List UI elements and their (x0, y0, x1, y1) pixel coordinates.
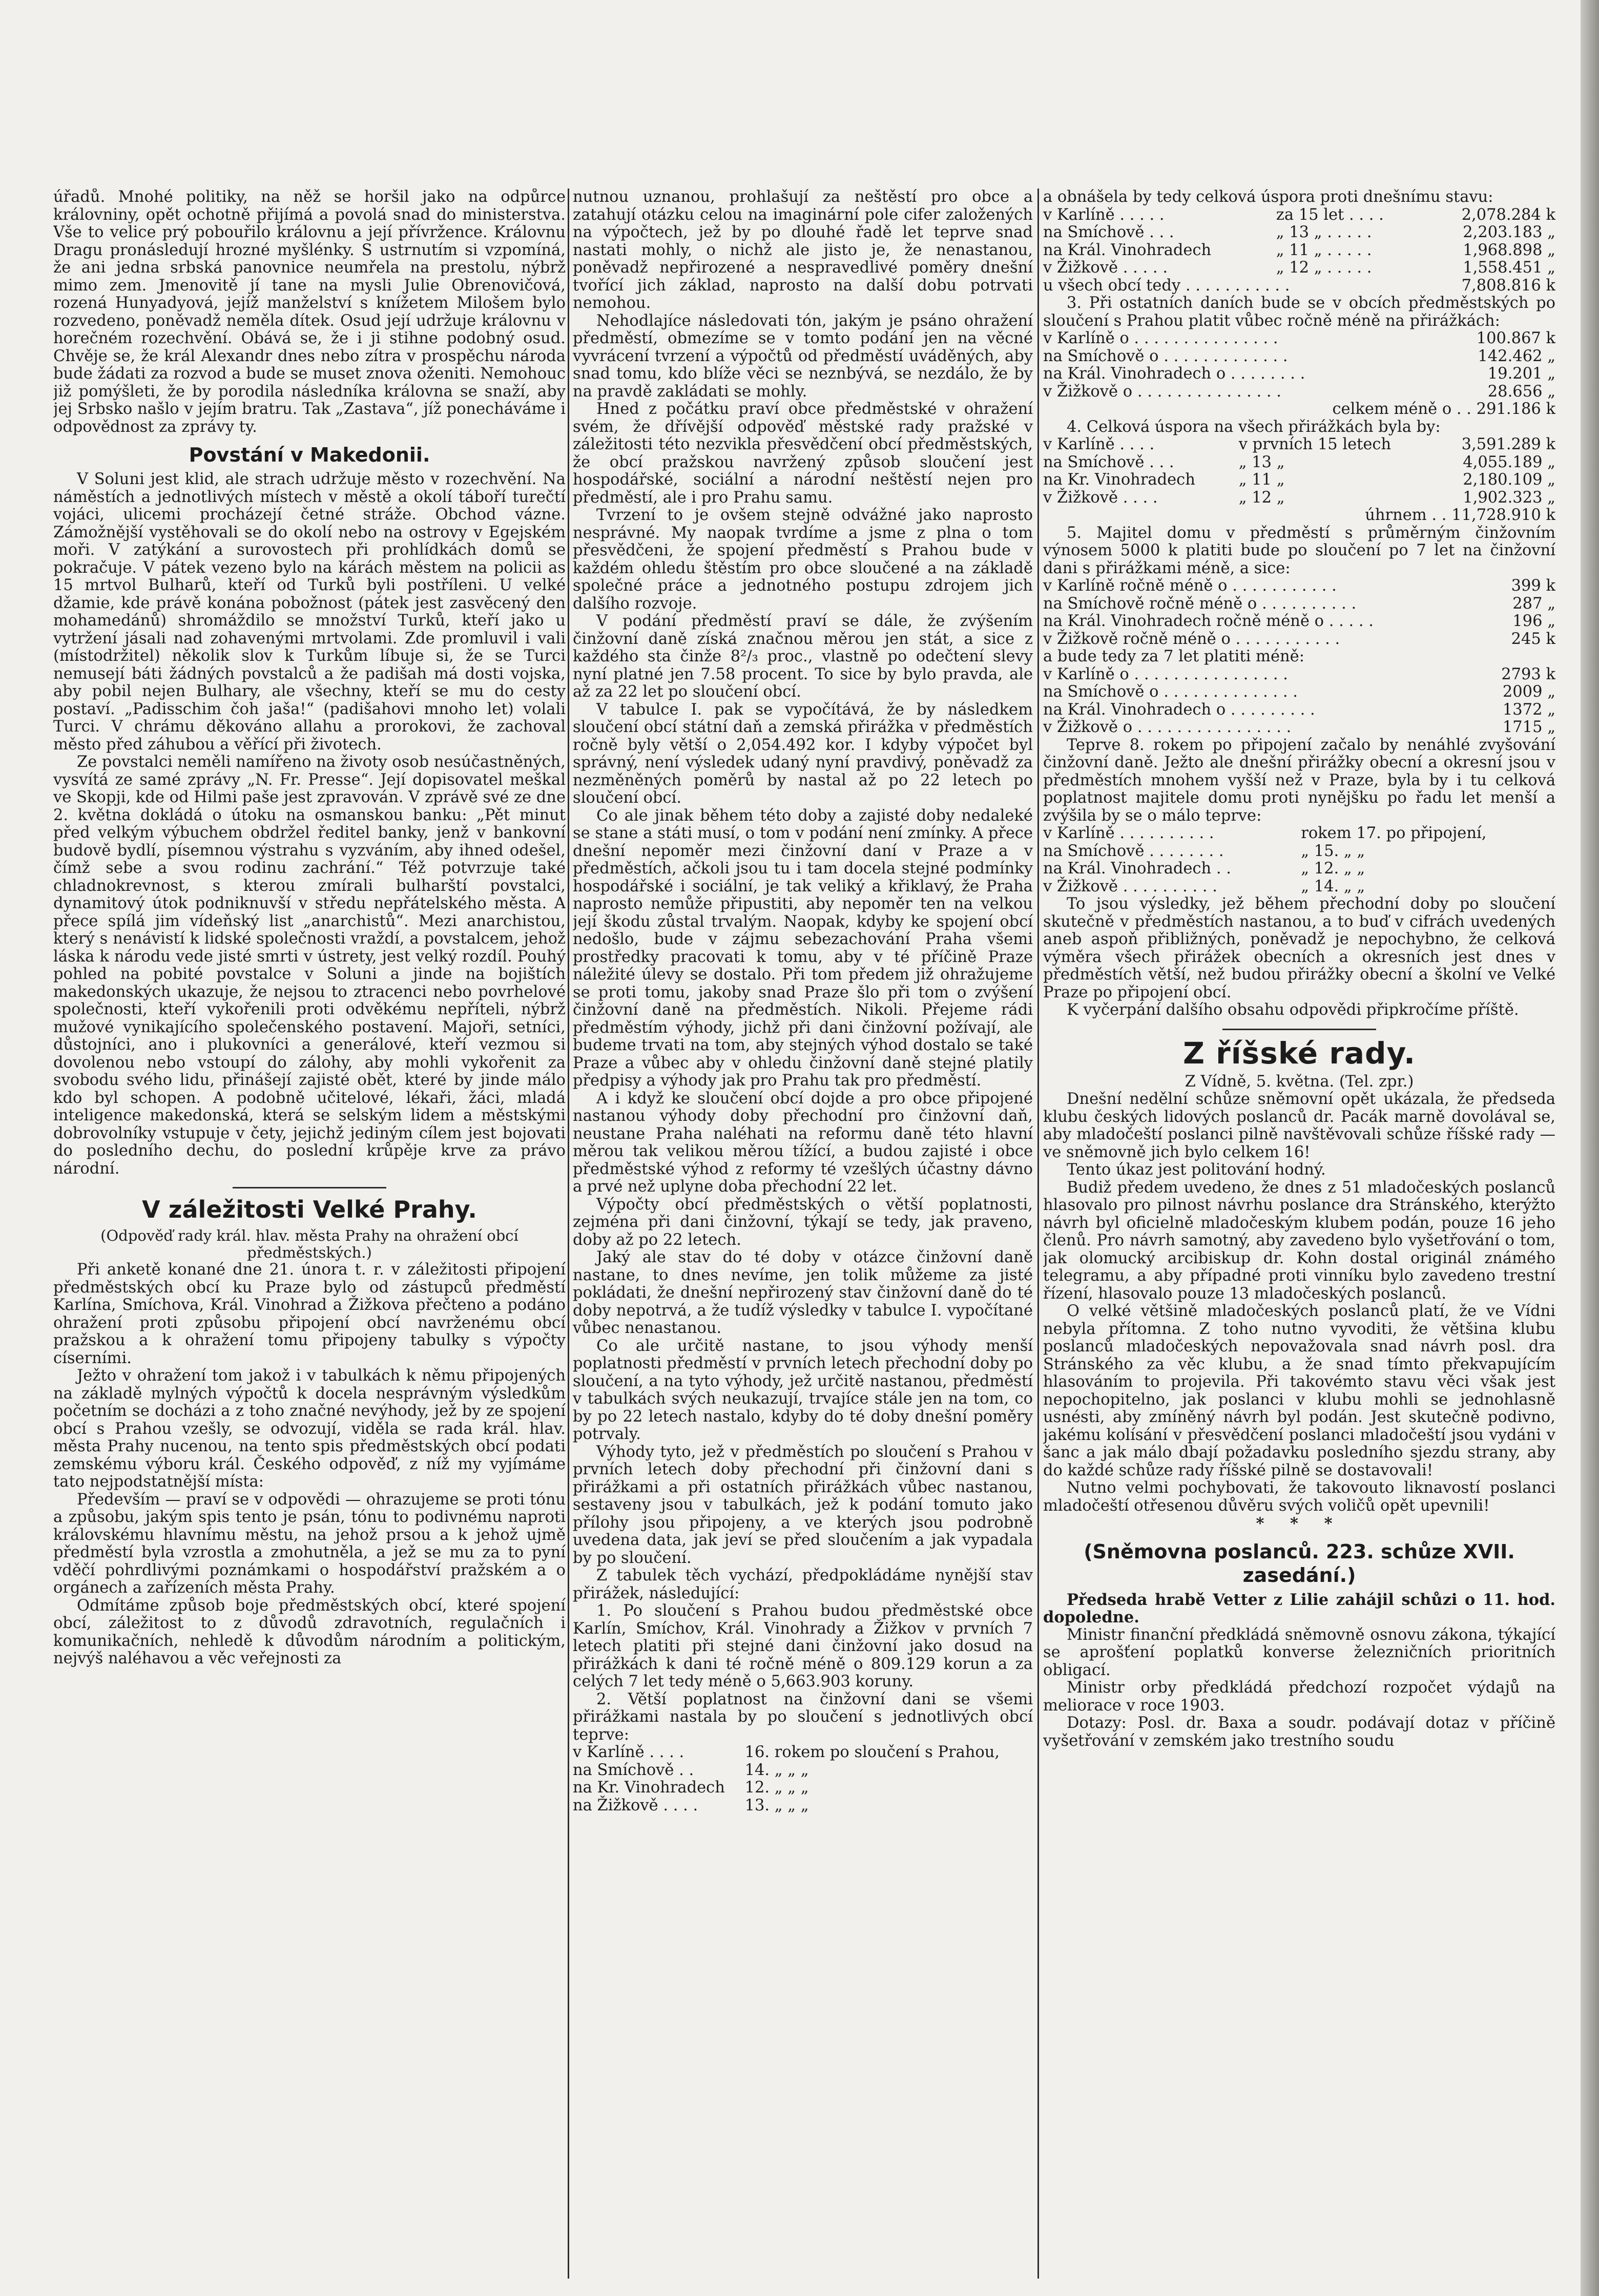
article-paragraph: Odmítáme způsob boje předměstských obcí, které spojení obcí, záležitost to z důvodů zdravotních, regulačních i komunikačních, nehledě k důvodům národním a politickým, nejvýš naléhavou a věc veřejnosti za (53, 1596, 566, 1667)
table-cell-place: na Smíchově ročně méně o . . . . . . . . . . (1043, 594, 1357, 613)
table-cell-text: „ 14. „ „ (1301, 877, 1365, 895)
section-heading: Povstání v Makedonii. (189, 444, 430, 466)
table-cell-value: 1372 „ (1502, 700, 1555, 719)
table-cell-value: 2,203.183 „ (1463, 223, 1555, 241)
article-paragraph: Dotazy: Posl. dr. Baxa a soudr. podávají dotaz v příčině vyšetřování v zemském jako trestního soudu (1043, 1714, 1555, 1750)
table-row (573, 1797, 1033, 1815)
table-cell-place: v Žižkově . . . . . . . . . . (1043, 877, 1217, 895)
article-paragraph: 1. Po sloučení s Prahou budou předměstské obce Karlín, Smíchov, Král. Vinohrady a Žižkov v prvních 7 letech platiti při stejné dani činžovní jako dosud na přirážkách k dani té ročně méně o 809.129 korun a za celých 7 let tedy méně o 5,663.903 koruny. (573, 1602, 1033, 1690)
article-paragraph: A i když ke sloučení obcí dojde a pro obce připojené nastanou výhody doby přechodní pro činžovní daň, neustane Praha naléhati na reformu daně této hlavní měrou tak velikou měrou tížící, a budou zajisté i obce předměstské výhod z reformy té vzešlých účastny dávno a prvé než uplyne doba přechodní 22 let. (573, 1089, 1033, 1196)
table-cell-value: 1,968.898 „ (1463, 241, 1555, 259)
table-row (1043, 454, 1555, 472)
article-paragraph: K vyčerpání dalšího obsahu odpovědi připkročíme příště. (1067, 1001, 1519, 1019)
table-cell-place: na Žižkově . . . . (573, 1796, 698, 1814)
article-paragraph: V tabulce I. pak se vypočítává, že by následkem sloučení obcí státní daň a zemská přirážka v předměstích ročně byly větší o 2,054.492 kor. I kdyby výpočet byl správný, není výsledek udaný nyní pravdivý, poněvadž za nezměněných poměrů by nastal až po 22 letech po sloučení obcí. (573, 700, 1033, 807)
table-cell-text: 12. „ „ „ (744, 1779, 809, 1797)
table-row (573, 1762, 1033, 1780)
table-cell-text: rokem 17. po připojení, (1301, 824, 1487, 842)
table-row (1043, 701, 1555, 719)
section-heading: Z říšské rady. (1182, 1035, 1416, 1071)
table-row (1043, 683, 1555, 701)
table-row (1043, 259, 1555, 277)
table-total: celkem méně o . . 291.186 k (1332, 400, 1555, 418)
table-cell-place: na Smíchově . . . (1043, 223, 1174, 241)
article-paragraph: Výhody tyto, jež v předměstích po sloučení s Prahou v prvních letech doby přechodní při činžovní dani s přirážkami a při ostatních přirážkách vůbec nastanou, sestaveny jsou v tabulkách, jež k podání tomuto jako přílohy jsou připojeny, a ve kterých jsou podrobně uvedena data, jak jeví se před sloučením a jak vypadala by po sloučení. (573, 1443, 1033, 1567)
article-paragraph: O velké většině mladočeských poslanců platí, že ve Vídni nebyla přítomna. Z toho nutno vyvoditi, že většina klubu poslanců mladočeských nepovažovala snad návrh posl. dra Stránského za věc klubu, a že snad tímto překvapujícím hlasováním to projevila. Při takovémto stavu věci však jest nepochopitelno, jak poslanci v klubu mohli se jednohlasně usnésti, aby zmíněný návrh byl podán. Jest skutečně podivno, jakému kolísání v přesvědčení poslanci mladočeští jsou vydáni v šanc a jak málo dbají požadavku posledního sjezdu strany, aby do každé schůze rady říšské pilně se dostavovali! (1043, 1302, 1555, 1479)
separator-stars: * * * (1256, 1514, 1343, 1533)
article-paragraph: Budiž předem uvedeno, že dnes z 51 mladočeských poslanců hlasovalo pro pilnost návrhu poslance dra Stránského, kterýžto návrh byl oficielně mladočeským klubem podán, pouze 16 jeho členů. Pro návrh samotný, aby zavedeno bylo vyšetřování o tom, jak olomucký arcibiskup dr. Kohn dostal originál známého telegramu, a aby případné proti vinníku bylo zavedeno trestní řízení, hlasovalo pouze 13 mladočeských poslanců. (1043, 1178, 1555, 1303)
article-paragraph: Co ale určitě nastane, to jsou výhody menší poplatnosti předměstí v prvních letech přechodní doby po sloučení, a na tyto výhody, jež určitě nastanou, předměstí v tabulkách svých neukazují, trvajíce stále jen na tom, co by po 22 letech nastalo, kdyby do té doby dnešní poměry potrvaly. (573, 1337, 1033, 1443)
table-cell-place: v Karlíně o . . . . . . . . . . . . . . . . (1043, 665, 1288, 683)
table-cell-value: 7,808.816 k (1461, 276, 1555, 295)
table-row (1043, 631, 1555, 649)
table-cell-text: v prvních 15 letech (1238, 435, 1392, 453)
table-cell-value: 2009 „ (1502, 683, 1555, 701)
table-cell-years: „ 13 „ . . . . . (1276, 223, 1372, 241)
table-row (1043, 330, 1555, 348)
table-other-taxes (1043, 330, 1555, 401)
table-row (1043, 595, 1555, 613)
table-cell-value: 2793 k (1501, 665, 1555, 683)
table-cell-place: v Žižkově o . . . . . . . . . . . . . . . (1043, 382, 1281, 401)
article-paragraph: Ze povstalci neměli namířeno na životy osob nesúčastněných, vysvítá ze samé zprávy „N. Fr. Presse“. Její dopisovatel meškal ve Skopji, kde od Hilmi paše jest zpravován. V zprávě své ze dne 2. května dokládá o útoku na osmanskou banku: „Pět minut před velkým výbuchem obdržel ředitel banky, jenž v bankovní budově bydlí, písemnou výstrahu s vyzváním, aby ihned odešel, čímž sebe a svou rodinu zachrání.“ Též potvrzuje také chladnokrevnost, s kterou zmírali bulharští povstalci, dynamitový útok podniknuvší v středu nepřátelského města. A přece spílá jim vídeňský list „anarchistů“. Mezi anarchistou, který s nenávistí k lidské společnosti vraždí, a povstalcem, jehož láska k národu vede jisté smrti v ústrety, jest velký rozdíl. Pouhý pohled na pobité povstalce v Soluni a jinde na bojištích makedonských ukazuje, že nejsou to ztracenci nebo povrhelové společnosti, kteří vykořenili proti odvěkému nepříteli, nýbrž mužové vynikajícího společenského postavení. Majoři, setníci, důstojníci, ano i plukovníci a generálové, kteří vezmou si dovolenou nebo vstoupí do zálohy, aby mohli vykořenit za svobodu svého lidu, přinášejí zajisté obět, které by jinde málo kdo byl schopen. A podobně učitelové, lékaři, žáci, mladá inteligence makedonská, která se selským lidem a městskými dobrovolníky vstupuje v čety, jejichž jediným cílem jest bojovati do posledního dechu, do poslední krůpěje krve za právo národní. (53, 753, 566, 1178)
table-row (573, 1744, 1033, 1762)
table-row (1043, 577, 1555, 595)
table-cell-place: na Kr. Vinohradech (1043, 471, 1195, 489)
article-paragraph: V podání předměstí praví se dále, že zvýšením činžovní daně získá značnou měrou jen stát, a sice z každého sta činže 8²/₃ proc., vlastně po odečtení slevy nyní platné jen 7.58 procent. To sice by bylo pravda, ale až za 22 let po sloučení obcí. (573, 612, 1033, 701)
dateline: Z Vídně, 5. května. (Tel. zpr.) (1185, 1072, 1414, 1091)
column-3 (1043, 189, 1555, 2279)
article-paragraph: Dnešní nedělní schůze sněmovní opět ukázala, že předseda klubu českých lidových poslanců dr. Pacák marně dovolával se, aby mladočeští poslanci pilně navštěvovali schůze říšské rady — ve sněmovně jich bylo celkem 16! (1043, 1090, 1555, 1161)
article-paragraph: 5. Majitel domu v předměstí s průměrným činžovním výnosem 5000 k platiti bude po sloučení po 7 let na činžovní dani s přirážkami méně, a sice: (1043, 524, 1555, 577)
table-cell-value: 1,558.451 „ (1463, 259, 1555, 277)
table-row (1043, 860, 1555, 878)
table-cell-value: 100.867 k (1476, 329, 1555, 347)
table-row (1043, 206, 1555, 224)
table-total: úhrnem . . 11,728.910 k (1365, 506, 1555, 524)
table-row (1043, 242, 1555, 260)
table-row (1043, 719, 1555, 737)
table-row (1043, 878, 1555, 896)
table-row (1043, 365, 1555, 383)
article-paragraph: Předseda hrabě Vetter z Lilie zahájil schůzi o 11. hod. dopoledne. (1043, 1590, 1555, 1626)
table-row (1043, 436, 1555, 454)
table-cell-value: 1,902.323 „ (1463, 488, 1555, 507)
table-cell-place: v Karlíně . . . . (1043, 435, 1155, 453)
page-edge (1581, 0, 1599, 2296)
article-paragraph: Teprve 8. rokem po připojení začalo by nenáhlé zvyšování činžovní daně. Ježto ale dnešní přirážky obecní a okresní jsou v předměstích mnohem vyšší než v Praze, byla by i tu celková poplatnost majitele domu proti nynějšku po řadu let menší a zvýšila by se o málo teprve: (1043, 736, 1555, 825)
article-paragraph: Ministr orby předkládá předchozí rozpočet výdajů na meliorace v roce 1903. (1043, 1679, 1555, 1715)
table-cell-place: v Žižkově . . . . . (1043, 259, 1168, 277)
table-row (1043, 843, 1555, 861)
table-increase-years (1043, 825, 1555, 895)
column-2 (573, 189, 1033, 2279)
table-cell-years: za 15 let . . . . (1276, 205, 1384, 224)
table-cell-place: na Smíchově o . . . . . . . . . . . . . (1043, 347, 1288, 365)
table-cell-place: na Smíchově o . . . . . . . . . . . . . . (1043, 683, 1298, 701)
table-cell-place: na Král. Vinohradech . . (1043, 860, 1231, 878)
article-paragraph: Nutno velmi pochybovati, že takovouto liknavostí poslanci mladočeští otřesenou důvěru svých voličů opět upevnili! (1043, 1479, 1555, 1515)
table-cell-text: „ 12. „ „ (1301, 860, 1365, 878)
table-row (1043, 383, 1555, 401)
table-cell-text: 16. rokem po sloučení s Prahou, (744, 1743, 1000, 1761)
table-row (1043, 666, 1555, 684)
table-cell-text: „ 12 „ (1238, 488, 1285, 507)
column-rule-1 (568, 189, 569, 2279)
table-row (1043, 224, 1555, 242)
table-cell-place: v Karlíně . . . . . (1043, 205, 1165, 224)
table-cell-place: v Žižkově . . . . (1043, 488, 1158, 507)
section-subheading: (Odpověď rady král. hlav. města Prahy na ohražení obcí předměstských.) (100, 1227, 518, 1261)
table-cell-value: 1715 „ (1502, 718, 1555, 736)
table-cell-value: 287 „ (1512, 594, 1555, 613)
article-paragraph: Co ale jinak během této doby a zajisté doby nedaleké se stane a státi musí, o tom v podání není zmínky. A přece dnešní nepoměr mezi činžovní daní v Praze a v předměstích, ačkoli jsou tu i tam docela stejné podmínky hospodářské i sociální, je tak veliký a křiklavý, že Praha naprosto nemůže připustiti, aby nepoměr ten na velkou její škodu zůstal trvalým. Naopak, kdyby ke spojení obcí nedošlo, bude v zájmu sebezachování Praha všemi prostředky pracovati k tomu, aby v té příčině Praze náležité úlevy se dostalo. Při tom předem již ohražujeme se proti tomu, jakoby snad Praze šlo při tom o zvýšení činžovní daně na předměstích. Nikoli. Přejeme rádi předměstím výhody, jichž při dani činžovní požívají, ale budeme trvati na tom, aby stejných výhod dostalo se také Praze a vůbec aby v ohledu činžovní daně stejné platily předpisy a výhody jak pro Prahu tak pro předměstí. (573, 806, 1033, 1090)
table-cell-place: na Král. Vinohradech (1043, 241, 1212, 259)
table-cell-place: v Karlíně ročně méně o . . . . . . . . . . . (1043, 577, 1337, 595)
table-cell-value: 2,180.109 „ (1463, 471, 1555, 489)
table-cell-years: „ 12 „ . . . . . (1276, 259, 1372, 277)
table-cell-value: 28.656 „ (1487, 382, 1555, 401)
table-cell-value: 245 k (1511, 630, 1555, 648)
table-cell-place: v Karlíně . . . . . . . . . . (1043, 824, 1214, 842)
article-paragraph: nutnou uznanou, prohlašují za neštěstí pro obce a zatahují otázku celou na imaginární pole cifer založených na výpočtech, jež by po dlouhé řadě let teprve snad nastati mohly, o nichž ale jisto je, že nenastanou, poněvadž nepřirozené a nespravedlivé poměry dnešní tvořící jich základ, naprosto na další dobu potrvati nemohou. (573, 189, 1033, 312)
table-cell-place: na Král. Vinohradech ročně méně o . . . . . (1043, 612, 1374, 630)
article-paragraph: a bude tedy za 7 let platiti méně: (1043, 648, 1304, 665)
table-cell-value: 2,078.284 k (1461, 205, 1555, 224)
table-cell-place: na Smíchově . . . . . . . . (1043, 842, 1224, 860)
article-paragraph: Hned z počátku praví obce předměstské v ohražení svém, že dřívější odpověď městské rady pražské v záležitosti této nezvikla přesvědčení obcí předměstských, že obcí pražskou navržený způsob sloučení jest hospodářské, sociální a národní neštěstí nejen pro předměstí, ale i pro Prahu samu. (573, 400, 1033, 507)
table-cell-place: na Král. Vinohradech o . . . . . . . . (1043, 365, 1305, 383)
article-paragraph: Nehodlajíce následovati tón, jakým je psáno ohražení předměstí, obmezíme se v tomto podání jen na věcné vyvrácení tvrzení a výpočtů od předměstí uváděných, aby snad tomu, kdo blíže věci se neznbývá, se nezdálo, že by na pravdě zakládati se mohly. (573, 311, 1033, 401)
table-row (1043, 825, 1555, 843)
table-cell-place: v Karlíně o . . . . . . . . . . . . . . . (1043, 329, 1278, 347)
table-cell-value: 196 „ (1512, 612, 1555, 630)
section-heading: (Sněmovna poslanců. 223. schůze XVII. zasedání.) (1084, 1540, 1515, 1587)
table-cell-text: „ 11 „ (1238, 471, 1285, 489)
table-annual-savings (1043, 577, 1555, 648)
table-cell-place: v Žižkově o . . . . . . . . . . . . . . . . (1043, 718, 1292, 736)
table-cell-place: na Smíchově . . (573, 1761, 694, 1779)
article-paragraph: To jsou výsledky, jež během přechodní doby po sloučení skutečně v předměstích nastanou, a to buď v cifrách uvedených aneb aspoň přibližných, poněvadž je nepochybno, že celková výměra všech přirážek obecních a okresních jest dnes v předměstích větší, než budou přirážky obecní a školní ve Velké Praze po připojení obcí. (1043, 895, 1555, 1001)
article-paragraph: Tento úkaz jest politování hodný. (1067, 1161, 1326, 1179)
table-row (1043, 613, 1555, 631)
table-row (1043, 489, 1555, 507)
table-cell-value: 142.462 „ (1478, 347, 1555, 365)
table-cell-place: v Karlíně . . . . (573, 1743, 684, 1761)
article-paragraph: V Soluni jest klid, ale strach udržuje město v rozechvění. Na náměstích a jednotlivých místech v městě a okolí táboří turečtí vojáci, ulicemi procházejí četné stráže. Obchod vázne. Zámožnější vystěhovali se do okolí nebo na ostrovy v Egejském moři. V zatýkání a surovostech při prohlídkách domů se pokračuje. V pátek vezeno bylo na kárách městem na policii as 15 mrtvol Bulharů, kteří od Turků byli postříleni. U velké džamie, kde právě konána pobožnost (pátek jest zasvěcený den mohamedánů) shromáždilo se množství Turků, kteří jako u vytržení jásali nad zohavenými mrtvolami. Zde promluvil i vali (místodržitel) několik slov k Turkům líbuje si, že se Turci nemusejí báti žádných povstalců a že padišah má dosti vojska, aby pobil nejen Bulhary, ale všechny, kteří se mu do cesty postaví. „Padisschim čoh jaša!“ (padišahovi mnoho let) volali Turci. V chrámu děkováno allahu a prorokovi, že zachoval město před záhubou a věřící při životech. (53, 470, 566, 754)
table-cell-text: „ 13 „ (1238, 453, 1285, 471)
article-paragraph: Ježto v ohražení tom jakož i v tabulkách k němu připojených na základě mylných výpočtů k docela nesprávným výsledkům početním se docházi a z toho značné nevýhody, jež by ze spojení obcí s Prahou vzešly, se odvozují, viděla se rada král. hlav. města Prahy nucenou, na tento spis předměstských obcí podati zemskému výboru král. Českého odpověď, z níž my vyjímáme tato nejpodstatnější místa: (53, 1367, 566, 1491)
table-row (1043, 471, 1555, 489)
table-cell-text: 14. „ „ „ (744, 1761, 809, 1779)
article-paragraph: Především — praví se v odpovědi — ohrazujeme se proti tónu a způsobu, jakým spis tento je psán, tónu to podivnému naproti královskému hlavnímu městu, na jehož prsou a k jehož ujmě předměstí byla vzrostla a zmohutněla, a jež se mu za to pyní vděčí pohrdlivými poznámkami o hospodářství pražském a o orgánech a zařízeních města Prahy. (53, 1490, 566, 1597)
table-row (573, 1779, 1033, 1797)
article-paragraph: a obnášela by tedy celková úspora proti dnešnímu stavu: (1043, 189, 1493, 206)
table-cell-place: na Král. Vinohradech o . . . . . . . . . (1043, 700, 1315, 719)
table-cell-place: u všech obcí tedy . . . . . . . . . . . (1043, 276, 1290, 295)
article-paragraph: 2. Větší poplatnost na činžovní dani se všemi přirážkami nastala by po sloučení s jednotlivých obcí teprve: (573, 1690, 1033, 1744)
table-years (573, 1744, 1033, 1814)
table-cell-text: „ 15. „ „ (1301, 842, 1365, 860)
column-rule-2 (1037, 189, 1039, 2279)
column-1 (53, 189, 566, 2279)
article-paragraph: 4. Celková úspora na všech přirážkách byla by: (1067, 418, 1441, 436)
table-cell-value: 19.201 „ (1487, 365, 1555, 383)
article-paragraph: 3. Při ostatních daních bude se v obcích předměstských po sloučení s Prahou platit vůbec ročně méně na přirážkách: (1043, 294, 1555, 330)
article-paragraph: Tvrzení to je ovšem stejně odvážné jako naprosto nesprávné. My naopak tvrdíme a jsme z plna o tom přesvědčeni, že spojení předměstí s Prahou bude v každém ohledu štěstím pro obce sloučené a na základě společné práce a jednotného postupu zdrojem jich dalšího rozvoje. (573, 506, 1033, 613)
table-cell-years: „ 11 „ . . . . . (1276, 241, 1372, 259)
table-cell-place: na Smíchově . . . (1043, 453, 1174, 471)
article-paragraph: Při anketě konané dne 21. února t. r. v záležitosti připojení předměstských obcí ku Praze bylo od zástupců předměstí Karlína, Smíchova, Král. Vinohrad a Žižkova přečteno a podáno ohražení proti způsobu připojení obcí navrženému obcí pražskou a k ohražení tomu připojeny tabulky s výpočty císerními. (53, 1261, 566, 1367)
article-paragraph: Ministr finanční předkládá sněmovně osnovu zákona, týkající se aprošťení poplatků konverse železničních prioritních obligací. (1043, 1625, 1555, 1679)
article-paragraph: Jaký ale stav do té doby v otázce činžovní daně nastane, to dnes nevíme, jen tolik můžeme za jisté pokládati, že dnešní nepřirozený stav činžovní daně do té doby nepotrvá, a že tudíž výsledky v tabulce I. vypočítané vůbec nenastanou. (573, 1248, 1033, 1337)
table-cell-place: na Kr. Vinohradech (573, 1779, 725, 1797)
table-cell-value: 3,591.289 k (1461, 435, 1555, 453)
table-cell-text: 13. „ „ „ (744, 1796, 809, 1814)
table-total-savings (1043, 436, 1555, 507)
divider (1222, 1029, 1376, 1030)
table-seven-year-savings (1043, 666, 1555, 737)
table-row (1043, 277, 1555, 295)
table-row (1043, 348, 1555, 366)
table-cell-value: 399 k (1511, 577, 1555, 595)
table-cell-place: v Žižkově ročně méně o . . . . . . . . . . . (1043, 630, 1340, 648)
table-savings (1043, 206, 1555, 295)
article-paragraph: Z tabulek těch vychází, předpokládáme nynější stav přirážek, následující: (573, 1567, 1033, 1602)
article-paragraph: úřadů. Mnohé politiky, na něž se horšil jako na odpůrce královniny, opět ochotně přijímá a povolá snad do ministerstva. Vše to velice prý pobouřilo královnu a její přívržence. Královnu Dragu pronásledují hrozné myšlénky. S ustrnutím si vzpomíná, že ani jedna srbská panovnice neumřela na prestolu, nýbrž mimo zem. Jmenovitě jí tane na mysli Julie Obrenovičová, rozená Hunyadyová, jejíž manželství s knížetem Milošem bylo rozvedeno, poněvadž neměla dítek. Osud její udržuje královnu v horečném rozechvění. Obává se, že i ji stihne podobný osud. Chvěje se, že král Alexandr dnes nebo zítra v prospěchu národa bude žádati za rozvod a bude se muset znova oženiti. Nemohouc již pomýšleti, že by porodila následníka královna se snaží, aby jej Srbsko našlo v jejím bratru. Tak „Zastava“, jíž ponecháváme i odpovědnost za zprávy ty. (53, 189, 566, 436)
section-heading: V záležitosti Velké Prahy. (142, 1196, 477, 1223)
article-paragraph: Výpočty obcí předměstských o větší poplatnosti, zejména při dani činžovní, týkají se tedy, jak praveno, doby až po 22 letech. (573, 1195, 1033, 1249)
divider (233, 1187, 386, 1188)
table-cell-value: 4,055.189 „ (1463, 453, 1555, 471)
